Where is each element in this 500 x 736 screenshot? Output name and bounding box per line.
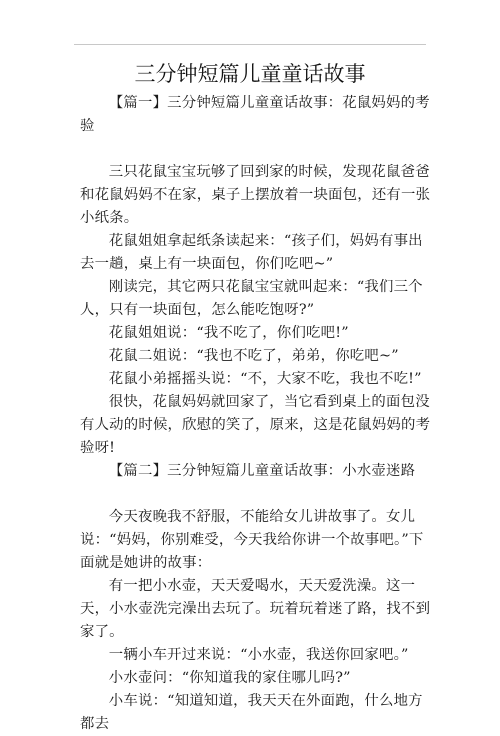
paragraph: 很快，花鼠妈妈就回家了，当它看到桌上的面包没有人动的时候，欣慰的笑了，原来，这是花鼠妈妈的考验呀! xyxy=(80,394,431,456)
section-heading-2: 【篇二】三分钟短篇儿童童话故事：小水壶迷路 xyxy=(108,463,416,479)
paragraph: 今天夜晚我不舒服，不能给女儿讲故事了。女儿说：“妈妈，你别难受，今天我给你讲一个故事吧。”下面就是她讲的故事： xyxy=(80,509,424,571)
paragraph: 有一把小水壶，天天爱喝水，天天爱洗澡。这一天，小水壶洗完澡出去玩了。玩着玩着迷了路，找不到家了。 xyxy=(80,578,431,640)
paragraph: 刚读完，其它两只花鼠宝宝就叫起来：“我们三个人，只有一块面包，怎么能吃饱呀?” xyxy=(80,279,423,318)
paragraph: 小车说：“知道知道，我天天在外面跑，什么地方都去 xyxy=(80,693,423,732)
paragraph: 一辆小车开过来说：“小水壶，我送你回家吧。” xyxy=(108,647,409,663)
article-body xyxy=(80,92,432,736)
paragraph: 小水壶问：“你知道我的家住哪儿吗?” xyxy=(108,670,351,686)
paragraph: 三只花鼠宝宝玩够了回到家的时候，发现花鼠爸爸和花鼠妈妈不在家，桌子上摆放着一块面包，还有一张小纸条。 xyxy=(80,164,431,226)
paragraph: 花鼠小弟摇摇头说：“不，大家不吃，我也不吃!” xyxy=(108,371,422,387)
section-heading-1: 【篇一】三分钟短篇儿童童话故事：花鼠妈妈的考验 xyxy=(80,95,430,134)
paragraph: 花鼠姐姐说：“我不吃了，你们吃吧!” xyxy=(108,325,349,341)
paragraph: 花鼠二姐说：“我也不吃了，弟弟，你吃吧~” xyxy=(108,348,399,364)
paragraph: 花鼠姐姐拿起纸条读起来：“孩子们，妈妈有事出去一趟，桌上有一块面包，你们吃吧~” xyxy=(80,233,423,272)
header-rule xyxy=(74,44,426,45)
page-title: 三分钟短篇儿童童话故事 xyxy=(134,62,366,86)
